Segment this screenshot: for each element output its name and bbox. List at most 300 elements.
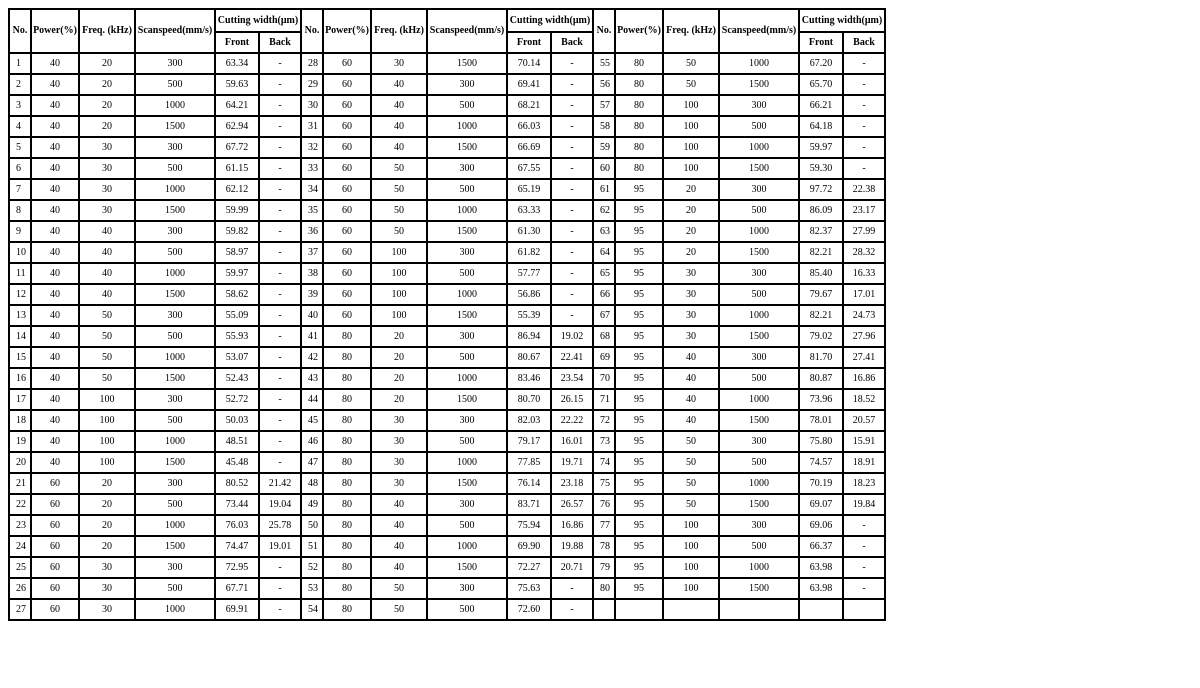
cell-no: 75 <box>593 473 615 494</box>
table-row <box>9 200 885 221</box>
cell-back: 28.32 <box>843 242 885 263</box>
cell-front: 83.46 <box>507 368 551 389</box>
cell-no: 21 <box>9 473 31 494</box>
cell-freq: 100 <box>371 263 427 284</box>
cell-power: 95 <box>615 473 663 494</box>
cell-power: 95 <box>615 557 663 578</box>
cell-power: 60 <box>31 536 79 557</box>
cell-no: 73 <box>593 431 615 452</box>
cell-freq: 20 <box>79 74 135 95</box>
cell-no: 39 <box>301 284 323 305</box>
cell-front: 77.85 <box>507 452 551 473</box>
cell-no <box>593 599 615 620</box>
cell-back: - <box>259 158 301 179</box>
cell-front: 70.19 <box>799 473 843 494</box>
cell-front: 80.70 <box>507 389 551 410</box>
cell-power: 80 <box>323 431 371 452</box>
cell-no: 78 <box>593 536 615 557</box>
cutting-width-table <box>8 8 886 621</box>
cell-no: 54 <box>301 599 323 620</box>
cell-no: 1 <box>9 53 31 74</box>
cell-power: 80 <box>323 494 371 515</box>
cell-freq: 100 <box>79 410 135 431</box>
cell-freq: 20 <box>371 368 427 389</box>
cell-freq: 100 <box>663 137 719 158</box>
cell-front: 68.21 <box>507 95 551 116</box>
cell-no: 77 <box>593 515 615 536</box>
cell-back: 19.02 <box>551 326 593 347</box>
cell-freq: 50 <box>663 74 719 95</box>
cell-freq: 100 <box>663 95 719 116</box>
cell-freq: 30 <box>371 473 427 494</box>
cell-back: - <box>551 200 593 221</box>
cell-scanspeed: 300 <box>427 326 507 347</box>
cell-back: - <box>259 557 301 578</box>
cell-front: 55.09 <box>215 305 259 326</box>
cell-scanspeed: 1000 <box>427 368 507 389</box>
cell-no: 67 <box>593 305 615 326</box>
cell-power: 80 <box>323 326 371 347</box>
header-power: Power(%) <box>615 9 663 53</box>
cell-power: 80 <box>323 473 371 494</box>
cell-freq: 20 <box>79 494 135 515</box>
cell-freq: 30 <box>663 326 719 347</box>
cell-scanspeed: 500 <box>135 578 215 599</box>
cell-back: - <box>843 536 885 557</box>
cell-no: 74 <box>593 452 615 473</box>
cell-power: 95 <box>615 515 663 536</box>
cell-freq: 40 <box>371 536 427 557</box>
table-row <box>9 74 885 95</box>
cell-power: 95 <box>615 536 663 557</box>
cell-front: 52.43 <box>215 368 259 389</box>
cell-no: 38 <box>301 263 323 284</box>
cell-freq: 50 <box>79 326 135 347</box>
cell-front: 82.21 <box>799 242 843 263</box>
cell-power: 95 <box>615 494 663 515</box>
cell-front: 83.71 <box>507 494 551 515</box>
table-row <box>9 557 885 578</box>
cell-no: 63 <box>593 221 615 242</box>
cell-scanspeed: 1000 <box>719 389 799 410</box>
cell-no: 51 <box>301 536 323 557</box>
cell-freq: 40 <box>663 368 719 389</box>
cell-back: 16.86 <box>843 368 885 389</box>
cell-no: 16 <box>9 368 31 389</box>
table-row <box>9 473 885 494</box>
table-row <box>9 368 885 389</box>
header-scanspeed: Scanspeed(mm/s) <box>719 9 799 53</box>
cell-power: 40 <box>31 179 79 200</box>
cell-front: 79.02 <box>799 326 843 347</box>
cell-freq: 50 <box>663 53 719 74</box>
cell-no: 6 <box>9 158 31 179</box>
cell-front: 55.39 <box>507 305 551 326</box>
cell-freq: 50 <box>663 494 719 515</box>
cell-scanspeed: 1000 <box>719 221 799 242</box>
cell-no: 7 <box>9 179 31 200</box>
cell-no: 55 <box>593 53 615 74</box>
cell-scanspeed: 1000 <box>135 179 215 200</box>
cell-power: 95 <box>615 452 663 473</box>
cell-freq: 50 <box>371 179 427 200</box>
cell-front: 97.72 <box>799 179 843 200</box>
cell-back: 19.84 <box>843 494 885 515</box>
cell-front: 59.99 <box>215 200 259 221</box>
cell-scanspeed: 300 <box>719 263 799 284</box>
cell-back: - <box>259 137 301 158</box>
cell-front: 86.09 <box>799 200 843 221</box>
cell-back: 19.04 <box>259 494 301 515</box>
header-front: Front <box>215 32 259 53</box>
cell-scanspeed: 500 <box>427 515 507 536</box>
cell-scanspeed: 500 <box>427 431 507 452</box>
cell-scanspeed: 1000 <box>135 95 215 116</box>
cell-freq: 40 <box>371 494 427 515</box>
cell-freq: 50 <box>371 158 427 179</box>
cell-back: 25.78 <box>259 515 301 536</box>
cell-back: - <box>259 431 301 452</box>
cell-freq: 30 <box>79 137 135 158</box>
cell-freq: 40 <box>371 137 427 158</box>
cell-freq: 20 <box>79 53 135 74</box>
table-row <box>9 53 885 74</box>
cell-freq: 30 <box>79 200 135 221</box>
cell-scanspeed: 500 <box>135 410 215 431</box>
cell-front: 66.03 <box>507 116 551 137</box>
cell-front: 67.72 <box>215 137 259 158</box>
cell-back: - <box>259 410 301 431</box>
cell-no: 37 <box>301 242 323 263</box>
cell-power: 40 <box>31 263 79 284</box>
cell-scanspeed: 300 <box>427 242 507 263</box>
table-row <box>9 95 885 116</box>
cell-back: 27.99 <box>843 221 885 242</box>
cell-scanspeed: 1500 <box>719 242 799 263</box>
cell-front: 61.15 <box>215 158 259 179</box>
cell-power: 95 <box>615 200 663 221</box>
cell-power: 40 <box>31 284 79 305</box>
cell-power: 60 <box>323 53 371 74</box>
cell-front: 61.82 <box>507 242 551 263</box>
cell-no: 28 <box>301 53 323 74</box>
cell-no: 44 <box>301 389 323 410</box>
cell-scanspeed: 1000 <box>719 53 799 74</box>
cell-no: 58 <box>593 116 615 137</box>
cell-back: - <box>551 263 593 284</box>
cell-back: - <box>843 53 885 74</box>
cell-no: 11 <box>9 263 31 284</box>
cell-front: 62.94 <box>215 116 259 137</box>
header-no: No. <box>9 9 31 53</box>
cell-no: 9 <box>9 221 31 242</box>
cell-scanspeed: 300 <box>135 53 215 74</box>
cell-power: 60 <box>31 494 79 515</box>
cell-no: 19 <box>9 431 31 452</box>
cell-back: 22.22 <box>551 410 593 431</box>
cell-no: 50 <box>301 515 323 536</box>
cell-front: 74.57 <box>799 452 843 473</box>
cell-scanspeed: 500 <box>135 494 215 515</box>
cell-no: 57 <box>593 95 615 116</box>
cell-no: 42 <box>301 347 323 368</box>
cell-power: 80 <box>615 137 663 158</box>
cell-freq: 40 <box>79 284 135 305</box>
cell-no: 66 <box>593 284 615 305</box>
cell-power: 40 <box>31 74 79 95</box>
cell-back: - <box>551 578 593 599</box>
cell-back: - <box>259 53 301 74</box>
cell-no: 13 <box>9 305 31 326</box>
cell-power: 60 <box>31 599 79 620</box>
cell-back: - <box>259 599 301 620</box>
cell-power: 40 <box>31 53 79 74</box>
cell-front: 59.63 <box>215 74 259 95</box>
cell-freq: 100 <box>663 116 719 137</box>
cell-freq: 100 <box>79 389 135 410</box>
cell-freq: 40 <box>663 389 719 410</box>
cell-scanspeed: 1500 <box>135 200 215 221</box>
cell-back: - <box>259 179 301 200</box>
cell-back: 23.17 <box>843 200 885 221</box>
cell-scanspeed: 300 <box>427 410 507 431</box>
cell-scanspeed: 1500 <box>427 221 507 242</box>
cell-freq: 30 <box>79 158 135 179</box>
cell-freq: 40 <box>79 242 135 263</box>
cell-freq: 20 <box>371 389 427 410</box>
cell-freq: 40 <box>371 515 427 536</box>
cell-freq: 20 <box>663 200 719 221</box>
table-row <box>9 305 885 326</box>
cell-front: 82.37 <box>799 221 843 242</box>
cell-no: 5 <box>9 137 31 158</box>
cell-freq: 100 <box>79 431 135 452</box>
cell-scanspeed: 1500 <box>427 137 507 158</box>
cell-back: 16.86 <box>551 515 593 536</box>
table-row <box>9 599 885 620</box>
cell-scanspeed: 300 <box>135 221 215 242</box>
cell-back: - <box>259 284 301 305</box>
header-front: Front <box>799 32 843 53</box>
table-row <box>9 578 885 599</box>
cell-no: 64 <box>593 242 615 263</box>
cell-power: 60 <box>323 116 371 137</box>
cell-scanspeed: 1500 <box>427 305 507 326</box>
cell-front: 66.69 <box>507 137 551 158</box>
cell-no: 26 <box>9 578 31 599</box>
cell-power: 40 <box>31 389 79 410</box>
cell-no: 17 <box>9 389 31 410</box>
cell-power: 80 <box>615 95 663 116</box>
cell-back: - <box>259 74 301 95</box>
cell-no: 18 <box>9 410 31 431</box>
cell-back: - <box>843 158 885 179</box>
cell-power: 95 <box>615 347 663 368</box>
cell-no: 14 <box>9 326 31 347</box>
cell-scanspeed: 1500 <box>135 116 215 137</box>
cell-back: - <box>259 326 301 347</box>
cell-back: - <box>551 116 593 137</box>
cell-back: - <box>259 263 301 284</box>
cell-scanspeed: 300 <box>719 431 799 452</box>
cell-power: 40 <box>31 95 79 116</box>
cell-front: 59.82 <box>215 221 259 242</box>
cell-freq: 40 <box>371 74 427 95</box>
cell-scanspeed: 500 <box>719 368 799 389</box>
cell-power: 80 <box>323 578 371 599</box>
cell-freq: 20 <box>663 179 719 200</box>
header-no: No. <box>593 9 615 53</box>
cell-freq: 30 <box>371 53 427 74</box>
table-row <box>9 389 885 410</box>
cell-power: 95 <box>615 431 663 452</box>
cell-no: 71 <box>593 389 615 410</box>
cell-no: 76 <box>593 494 615 515</box>
cell-front: 69.90 <box>507 536 551 557</box>
cell-back: - <box>259 578 301 599</box>
cell-power: 40 <box>31 116 79 137</box>
cell-no: 61 <box>593 179 615 200</box>
cell-scanspeed: 1000 <box>427 284 507 305</box>
cell-back: - <box>259 221 301 242</box>
cell-back: - <box>259 200 301 221</box>
cell-front: 79.67 <box>799 284 843 305</box>
cell-front: 78.01 <box>799 410 843 431</box>
cell-front: 72.27 <box>507 557 551 578</box>
cell-front: 63.98 <box>799 578 843 599</box>
cell-front <box>799 599 843 620</box>
cell-scanspeed: 1500 <box>719 326 799 347</box>
cell-back: - <box>551 137 593 158</box>
cell-no: 45 <box>301 410 323 431</box>
cell-front: 80.67 <box>507 347 551 368</box>
cell-back: - <box>551 599 593 620</box>
cell-no: 48 <box>301 473 323 494</box>
cell-scanspeed: 500 <box>135 326 215 347</box>
cell-freq: 30 <box>663 305 719 326</box>
cell-scanspeed: 300 <box>135 137 215 158</box>
cell-scanspeed: 500 <box>427 263 507 284</box>
cell-freq: 50 <box>79 347 135 368</box>
cell-front: 69.91 <box>215 599 259 620</box>
cell-freq: 30 <box>79 557 135 578</box>
cell-back: - <box>843 557 885 578</box>
cell-power: 80 <box>323 599 371 620</box>
cell-front: 58.62 <box>215 284 259 305</box>
cell-freq: 30 <box>371 452 427 473</box>
cell-freq: 20 <box>79 95 135 116</box>
cell-front: 73.44 <box>215 494 259 515</box>
cell-no: 60 <box>593 158 615 179</box>
cell-scanspeed: 500 <box>427 179 507 200</box>
cell-power: 40 <box>31 431 79 452</box>
cell-scanspeed: 300 <box>427 158 507 179</box>
cell-front: 76.03 <box>215 515 259 536</box>
cell-back: - <box>551 284 593 305</box>
cell-front: 81.70 <box>799 347 843 368</box>
header-freq: Freq. (kHz) <box>663 9 719 53</box>
cell-freq: 50 <box>371 221 427 242</box>
cell-back: 19.71 <box>551 452 593 473</box>
cell-front: 66.37 <box>799 536 843 557</box>
cell-power: 40 <box>31 368 79 389</box>
cell-power: 60 <box>323 179 371 200</box>
cell-front: 67.71 <box>215 578 259 599</box>
cell-scanspeed: 1500 <box>719 410 799 431</box>
cell-scanspeed: 1000 <box>719 137 799 158</box>
cell-power: 60 <box>323 284 371 305</box>
cell-power: 60 <box>323 158 371 179</box>
cell-scanspeed: 1000 <box>135 599 215 620</box>
cell-no: 36 <box>301 221 323 242</box>
cell-front: 50.03 <box>215 410 259 431</box>
cell-power: 60 <box>323 200 371 221</box>
table-row <box>9 431 885 452</box>
cell-freq: 20 <box>79 473 135 494</box>
cell-front: 82.03 <box>507 410 551 431</box>
cell-front: 69.06 <box>799 515 843 536</box>
cell-freq: 50 <box>371 200 427 221</box>
cell-power: 60 <box>323 263 371 284</box>
cell-power: 40 <box>31 410 79 431</box>
cell-no: 2 <box>9 74 31 95</box>
cell-no: 10 <box>9 242 31 263</box>
cell-scanspeed: 500 <box>135 242 215 263</box>
cell-back: 27.96 <box>843 326 885 347</box>
cell-front: 59.30 <box>799 158 843 179</box>
cell-power: 95 <box>615 326 663 347</box>
cell-freq: 100 <box>371 242 427 263</box>
cell-back: - <box>843 515 885 536</box>
cell-back: - <box>259 305 301 326</box>
cell-freq: 100 <box>663 515 719 536</box>
cell-power: 60 <box>31 578 79 599</box>
cell-power: 95 <box>615 368 663 389</box>
cell-front: 82.21 <box>799 305 843 326</box>
cell-freq: 50 <box>663 452 719 473</box>
cell-scanspeed: 1500 <box>135 536 215 557</box>
cell-back: - <box>259 347 301 368</box>
cell-no: 32 <box>301 137 323 158</box>
header-power: Power(%) <box>323 9 371 53</box>
cell-front: 52.72 <box>215 389 259 410</box>
cell-no: 53 <box>301 578 323 599</box>
cell-front: 69.07 <box>799 494 843 515</box>
table-row <box>9 137 885 158</box>
cell-front: 72.60 <box>507 599 551 620</box>
cell-freq: 20 <box>371 347 427 368</box>
header-scanspeed: Scanspeed(mm/s) <box>135 9 215 53</box>
cell-power: 40 <box>31 305 79 326</box>
cell-power: 80 <box>323 452 371 473</box>
cell-front: 59.97 <box>799 137 843 158</box>
cell-freq: 50 <box>663 473 719 494</box>
cell-back: 27.41 <box>843 347 885 368</box>
table-row <box>9 116 885 137</box>
cell-scanspeed: 300 <box>135 473 215 494</box>
cell-freq: 40 <box>371 557 427 578</box>
cell-scanspeed: 300 <box>427 494 507 515</box>
cell-scanspeed: 300 <box>719 515 799 536</box>
cell-scanspeed: 300 <box>719 179 799 200</box>
header-freq: Freq. (kHz) <box>79 9 135 53</box>
cell-back: 17.01 <box>843 284 885 305</box>
cell-power: 40 <box>31 137 79 158</box>
cell-power: 80 <box>323 410 371 431</box>
table-row <box>9 221 885 242</box>
cell-front: 69.41 <box>507 74 551 95</box>
cell-front: 75.63 <box>507 578 551 599</box>
